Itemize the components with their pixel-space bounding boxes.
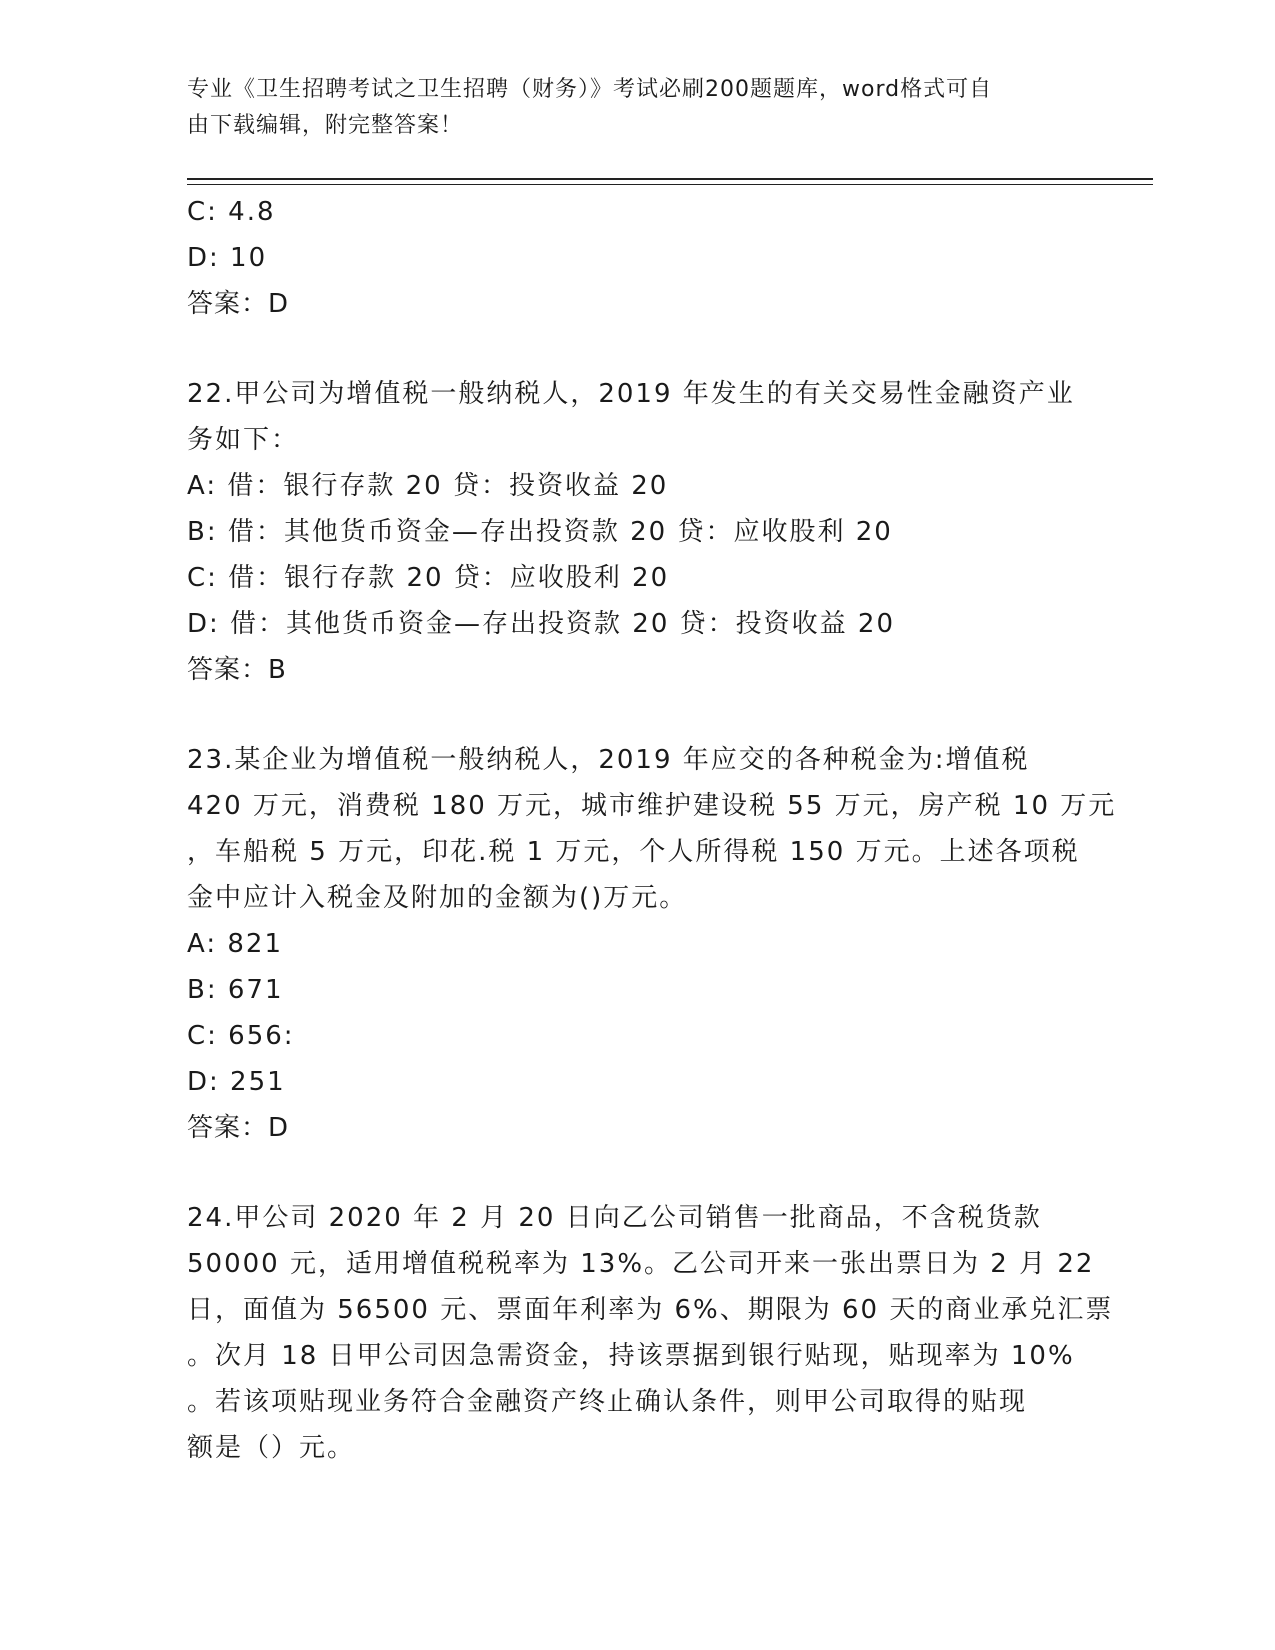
header-line-1: 专业《卫生招聘考试之卫生招聘（财务）》考试必刷200题题库，word格式可自 [187, 77, 993, 102]
question-text-line: 。次月 18 日甲公司因急需资金，持该票据到银行贴现，贴现率为 10% [187, 1341, 1075, 1371]
question-text-line: 日，面值为 56500 元、票面年利率为 6%、期限为 60 天的商业承兑汇票 [187, 1295, 1114, 1325]
header-divider-thin [187, 184, 1153, 185]
previous-question-tail [187, 189, 1087, 327]
question-text-line: 24.甲公司 2020 年 2 月 20 日向乙公司销售一批商品，不含税货款 [187, 1203, 1042, 1233]
document-header [187, 72, 1067, 144]
option-d: D: 251 [187, 1067, 286, 1097]
option-b: B: 借：其他货币资金—存出投资款 20 贷：应收股利 20 [187, 517, 893, 547]
question-23 [187, 737, 1117, 1151]
question-24 [187, 1195, 1114, 1471]
spacer [187, 1151, 1087, 1195]
question-text-line: 50000 元，适用增值税税率为 13%。乙公司开来一张出票日为 2 月 22 [187, 1249, 1095, 1279]
spacer [187, 327, 1087, 371]
answer: 答案：D [187, 1113, 290, 1143]
answer: 答案：B [187, 655, 287, 685]
answer: 答案：D [187, 289, 290, 319]
option-b: B: 671 [187, 975, 284, 1005]
document-body [187, 189, 1117, 1471]
question-22 [187, 371, 1087, 693]
option-d: D: 10 [187, 243, 268, 273]
option-c: C: 借：银行存款 20 贷：应收股利 20 [187, 563, 670, 593]
question-text-line: 务如下： [187, 425, 300, 455]
question-text-line: 420 万元，消费税 180 万元，城市维护建设税 55 万元，房产税 10 万元 [187, 791, 1117, 821]
question-text-line: 额是（）元。 [187, 1433, 356, 1463]
question-text-line: ，车船税 5 万元，印花.税 1 万元，个人所得税 150 万元。上述各项税 [187, 837, 1080, 867]
header-divider-thick [187, 178, 1153, 180]
question-text-line: 23.某企业为增值税一般纳税人，2019 年应交的各种税金为:增值税 [187, 745, 1030, 775]
option-a: A: 821 [187, 929, 283, 959]
option-c: C: 656: [187, 1021, 295, 1051]
question-text-line: 22.甲公司为增值税一般纳税人，2019 年发生的有关交易性金融资产业 [187, 379, 1075, 409]
option-a: A: 借：银行存款 20 贷：投资收益 20 [187, 471, 669, 501]
option-d: D: 借：其他货币资金—存出投资款 20 贷：投资收益 20 [187, 609, 896, 639]
question-text-line: 。若该项贴现业务符合金融资产终止确认条件，则甲公司取得的贴现 [187, 1387, 1028, 1417]
question-text-line: 金中应计入税金及附加的金额为()万元。 [187, 883, 688, 913]
option-c: C: 4.8 [187, 197, 276, 227]
header-line-2: 由下载编辑，附完整答案！ [187, 113, 464, 138]
spacer [187, 693, 1087, 737]
